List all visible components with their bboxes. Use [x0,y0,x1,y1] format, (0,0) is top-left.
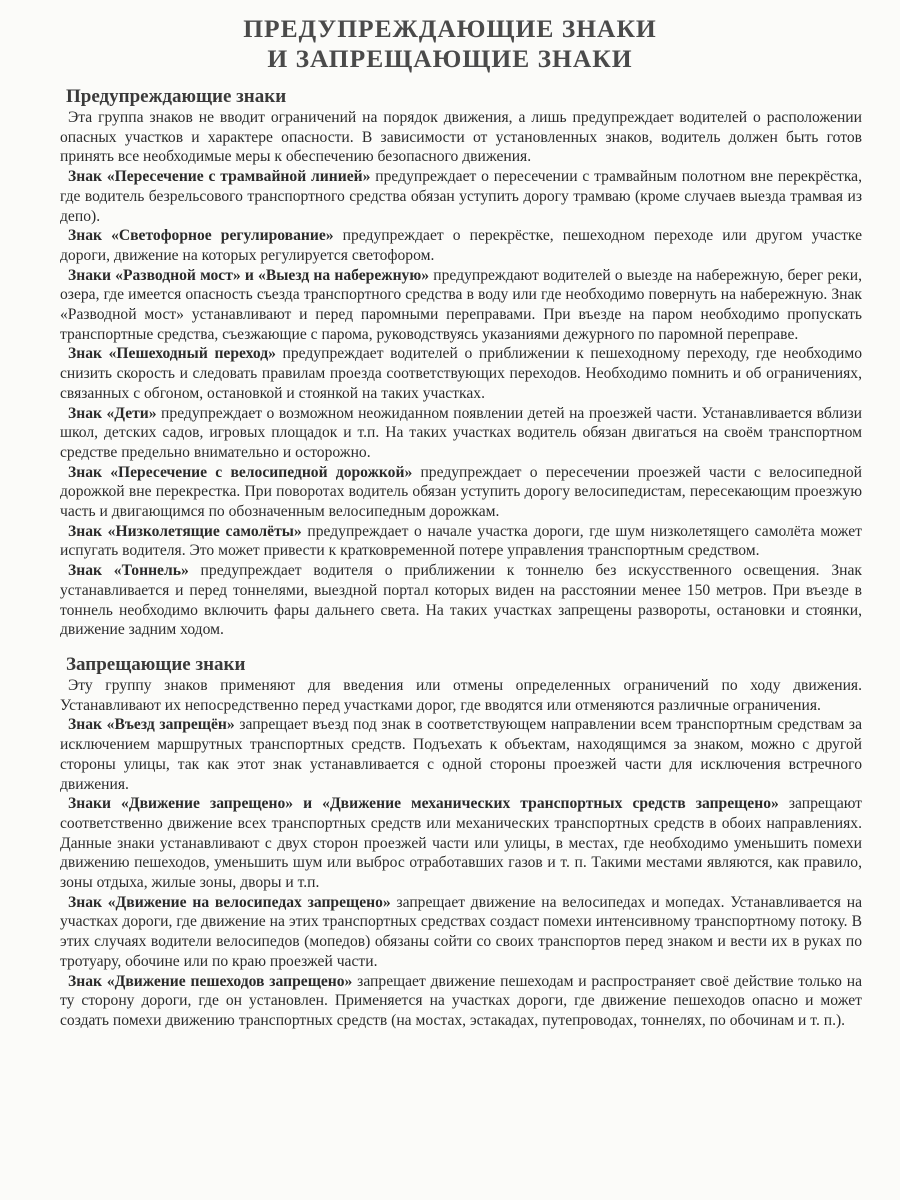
sign-name: Знак «Светофорное регулирование» [68,227,334,245]
paragraph [60,893,862,972]
page-title [0,0,900,74]
section-prohibitory-signs [60,654,862,1031]
paragraph-text: предупреждает о начале участка дороги, где шум низколетящего самолёта может испугать водителя. Это может привести к кратковременной потере управления транспортным средством. [60,522,862,560]
paragraph [60,676,862,715]
paragraphs [60,676,862,1031]
section-warning-signs [60,86,862,640]
sign-name: Знаки «Разводной мост» и «Выезд на набережную» [68,266,430,284]
sign-name: Знак «Въезд запрещён» [68,716,235,734]
sign-name: Знак «Низколетящие самолёты» [68,522,302,540]
paragraph-text: предупреждает водителей о приближении к пешеходному переходу, где необходимо снизить скорость и следовать правилам проезда соответствующих переходов. Необходимо помнить и об ограничениях, связанных с обгоном, остановкой и стоянкой на таких участках. [60,345,863,402]
section-heading: Предупреждающие знаки [66,86,287,107]
paragraph [60,794,862,893]
paragraph-text: предупреждает о пересечении с трамвайным полотном вне перекрёстка, где водитель безрельсового транспортного средства обязан уступить дорогу трамваю (кроме случаев выезда трамвая из депо). [60,168,862,225]
title-line-1: ПРЕДУПРЕЖДАЮЩИЕ ЗНАКИ [243,14,657,43]
paragraph [60,463,862,522]
paragraph-text: предупреждает о возможном неожиданном появлении детей на проезжей части. Устанавливается вблизи школ, детских садов, игровых площадок и т.п. На таких участках водитель обязан двигаться на своём транспортном средстве предельно внимательно и осторожно. [60,404,862,461]
sign-name: Знаки «Движение запрещено» и «Движение механических транспортных средств запрещено» [68,795,779,813]
sign-name: Знак «Пешеходный переход» [68,345,276,363]
paragraph [60,972,862,1031]
paragraph-text: запрещают соответственно движение всех транспортных средств или механических транспортных средств в обоих направлениях. Данные знаки устанавливают с двух сторон проезжей части или улицы, в местах, где необходимо уменьшить помехи движению пешеходов, уменьшить шум или выброс отработавших газов и т. п. Такими местами являются, как правило, зоны отдыха, жилые зоны, дворы и т.п. [60,795,862,892]
paragraph-text: предупреждает о пересечении проезжей части с велосипедной дорожкой вне перекрестка. При поворотах водитель обязан уступить дорогу велосипедистам, пересекающим проезжую часть и двигающимся по обозначенным велосипедным дорожкам. [60,463,863,521]
paragraph [60,226,862,265]
sign-name: Знак «Движение пешеходов запрещено» [68,972,353,990]
paragraphs [60,108,862,640]
paragraph [60,561,862,640]
paragraph [60,715,862,794]
paragraph [60,167,862,226]
paragraph-text: предупреждает о перекрёстке, пешеходном переходе или другом участке дороги, движение на которых регулируется светофором. [60,227,862,264]
paragraph [60,522,862,561]
sign-name: Знак «Движение на велосипедах запрещено» [68,893,391,911]
section-heading: Запрещающие знаки [66,653,246,675]
paragraph [60,344,862,403]
sign-name: Знак «Пересечение с велосипедной дорожкой» [68,463,413,481]
paragraph-text: запрещает движение на велосипедах и мопедах. Устанавливается на участках дороги, где движение на этих транспортных средствах создаст помехи интенсивному транспортному потоку. В этих случаях водители велосипедов (мопедов) обязаны сойти со своих транспортов перед знаком и вести их в руках по тротуару, обочине или по краю проезжей части. [60,893,862,970]
paragraph-text: Эта группа знаков не вводит ограничений на порядок движения, а лишь предупреждает водителей о расположении опасных участков и характере опасности. В зависимости от установленных знаков, водитель должен быть готов принять все необходимые меры к обеспечению безопасного движения. [60,109,862,166]
paragraph-text: Эту группу знаков применяют для введения или отмены определенных ограничений по ходу движения. Устанавливают их непосредственно перед участками дорог, где вводятся или отменяются различные ограничения. [60,676,862,714]
paragraph-text: предупреждает водителя о приближении к тоннелю без искусственного освещения. Знак устанавливается и перед тоннелями, выездной портал которых виден на расстоянии менее 150 метров. При въезде в тоннель необходимо включить фары дальнего света. На таких участках запрещены развороты, остановки и стоянки, движение задним ходом. [60,562,862,639]
sign-name: Знак «Тоннель» [68,562,189,580]
paragraph-text: запрещает движение пешеходам и распространяет своё действие только на ту сторону дороги, где он установлен. Применяется на участках дороги, где движение пешеходов опасно и может создать помехи движению транспортных средств (на мостах, эстакадах, путепроводах, тоннелях, по обочинам и т. п.). [60,972,862,1029]
content [60,86,862,1031]
sign-name: Знак «Дети» [68,404,157,422]
paragraph [60,404,862,463]
paragraph-text: предупреждают водителей о выезде на набережную, берег реки, озера, где имеется опасность съезда транспортного средства в воду или где необходимо повернуть на набережную. Знак «Разводной мост» устанавливают и перед паромными переправами. При въезде на паром необходимо пропускать транспортные средства, съезжающие с парома, руководствуясь указаниями дежурного по паромной переправе. [60,266,862,343]
paragraph [60,266,862,345]
paragraph-text: запрещает въезд под знак в соответствующем направлении всем транспортным средствам за исключением маршрутных транспортных средств. Подъехать к объектам, находящимся за знаком, можно с другой стороны улицы, так как этот знак устанавливается с одной стороны проезжей части для исключения встречного движения. [60,716,862,793]
paragraph [60,108,862,167]
title-line-2: И ЗАПРЕЩАЮЩИЕ ЗНАКИ [267,44,633,73]
sign-name: Знак «Пересечение с трамвайной линией» [68,168,371,186]
